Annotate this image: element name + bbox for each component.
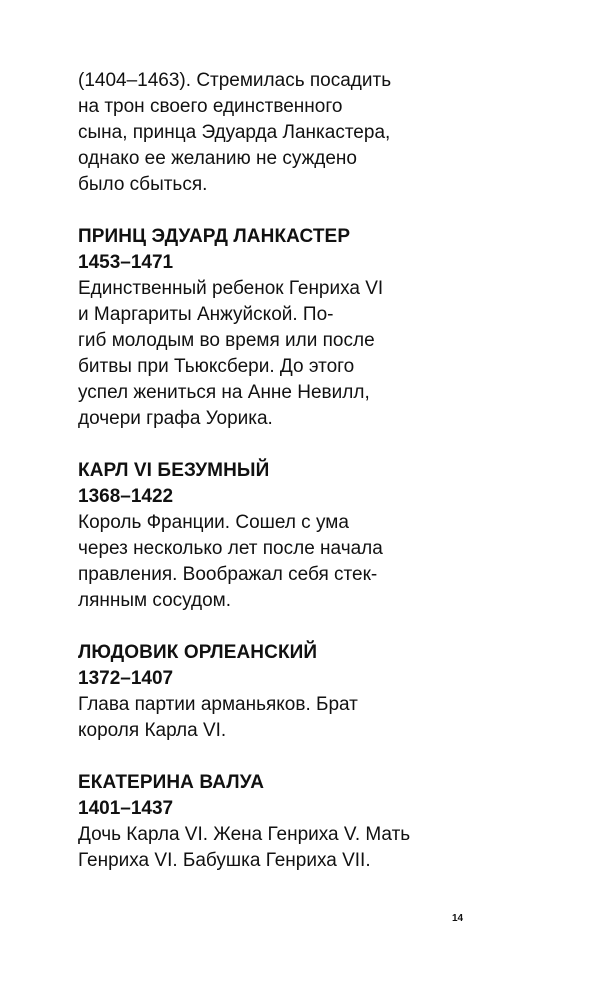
text-line: однако ее желанию не суждено (78, 148, 357, 169)
text-line: правления. Воображал себя стек- (78, 564, 378, 585)
entry-louis-orleans (78, 640, 538, 744)
entry-name: КАРЛ VI БЕЗУМНЫЙ (78, 460, 270, 481)
text-line: и Маргариты Анжуйской. По- (78, 304, 334, 325)
text-line: Генриха VI. Бабушка Генриха VII. (78, 850, 371, 871)
text-line: гиб молодым во время или после (78, 330, 375, 351)
page-number: 14 (452, 913, 464, 924)
entry-prince-edward (78, 224, 538, 432)
entry-name: ЕКАТЕРИНА ВАЛУА (78, 772, 265, 793)
entry-description (78, 822, 538, 874)
text-line: Единственный ребенок Генриха VI (78, 278, 384, 299)
text-line: через несколько лет после начала (78, 538, 383, 559)
text-line: битвы при Тьюксбери. До этого (78, 356, 355, 377)
text-line: Король Франции. Сошел с ума (78, 512, 349, 533)
text-line: успел жениться на Анне Невилл, (78, 382, 370, 403)
entry-name: ЛЮДОВИК ОРЛЕАНСКИЙ (78, 642, 318, 663)
page-content (78, 68, 538, 874)
entry-description (78, 510, 538, 614)
entry-years: 1401–1437 (78, 798, 174, 819)
text-line: сына, принца Эдуарда Ланкастера, (78, 122, 391, 143)
text-line: дочери графа Уорика. (78, 408, 273, 429)
entry-catherine-valois (78, 770, 538, 874)
entry-years: 1368–1422 (78, 486, 174, 507)
text-line: (1404–1463). Стремилась посадить (78, 70, 392, 91)
text-line: на трон своего единственного (78, 96, 343, 117)
entry-description (78, 276, 538, 432)
text-line: Глава партии арманьяков. Брат (78, 694, 358, 715)
entry-description (78, 692, 538, 744)
entry-name: ПРИНЦ ЭДУАРД ЛАНКАСТЕР (78, 226, 351, 247)
entry-charles-vi (78, 458, 538, 614)
entry-years: 1453–1471 (78, 252, 174, 273)
text-line: было сбыться. (78, 174, 208, 195)
entry-years: 1372–1407 (78, 668, 174, 689)
text-line: лянным сосудом. (78, 590, 232, 611)
text-line: короля Карла VI. (78, 720, 227, 741)
intro-paragraph (78, 68, 538, 198)
text-line: Дочь Карла VI. Жена Генриха V. Мать (78, 824, 411, 845)
